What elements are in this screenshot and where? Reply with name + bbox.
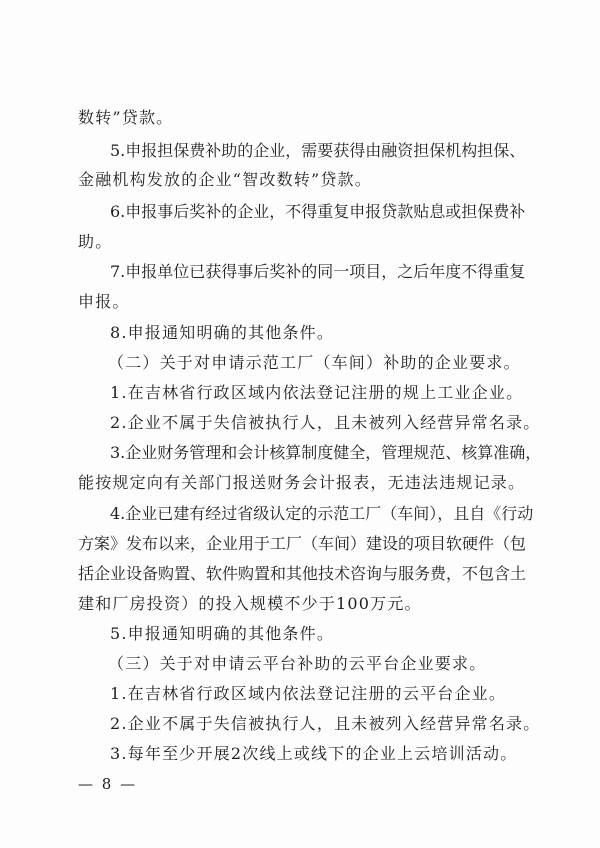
text-line: 金融机构发放的企业“智改数转”贷款。 — [78, 170, 372, 189]
text-line: 3.每年至少开展2次线上或线下的企业上云培训活动。 — [110, 744, 518, 763]
text-line: 7.申报单位已获得事后奖补的同一项目，之后年度不得重复 — [110, 262, 526, 281]
text-line: 5.申报担保费补助的企业，需要获得由融资担保机构担保、 — [110, 141, 526, 160]
page-number: — 8 — — [78, 775, 138, 793]
text-line: 5.申报通知明确的其他条件。 — [110, 624, 335, 643]
text-line: 2.企业不属于失信被执行人，且未被列入经营异常名录。 — [110, 413, 541, 432]
section-heading: （三）关于对申请云平台补助的云平台企业要求。 — [108, 654, 487, 673]
text-line: 助。 — [78, 232, 113, 251]
text-line: 能按规定向有关部门报送财务会计报表，无违法违规记录。 — [78, 473, 526, 492]
text-line: 6.申报事后奖补的企业，不得重复申报贷款贴息或担保费补 — [110, 202, 526, 221]
text-line: 括企业设备购置、软件购置和其他技术咨询与服务费，不包含土 — [78, 564, 527, 583]
text-line: 1.在吉林省行政区域内依法登记注册的规上工业企业。 — [110, 383, 524, 402]
text-line: 申报。 — [78, 292, 130, 311]
text-line: 2.企业不属于失信被执行人，且未被列入经营异常名录。 — [110, 714, 541, 733]
text-line: 8.申报通知明确的其他条件。 — [110, 323, 335, 342]
text-line: 建和厂房投资）的投入规模不少于100万元。 — [78, 594, 422, 613]
text-line: 数转”贷款。 — [78, 108, 174, 127]
text-line: 4.企业已建有经过省级认定的示范工厂（车间），且自《行动 — [110, 504, 534, 523]
text-line: 1.在吉林省行政区域内依法登记注册的云平台企业。 — [110, 684, 507, 703]
text-line: 方案》发布以来，企业用于工厂（车间）建设的项目软硬件（包 — [78, 534, 527, 553]
section-heading: （二）关于对申请示范工厂（车间）补助的企业要求。 — [108, 353, 521, 372]
text-line: 3.企业财务管理和会计核算制度健全，管理规范、核算准确， — [110, 443, 542, 462]
